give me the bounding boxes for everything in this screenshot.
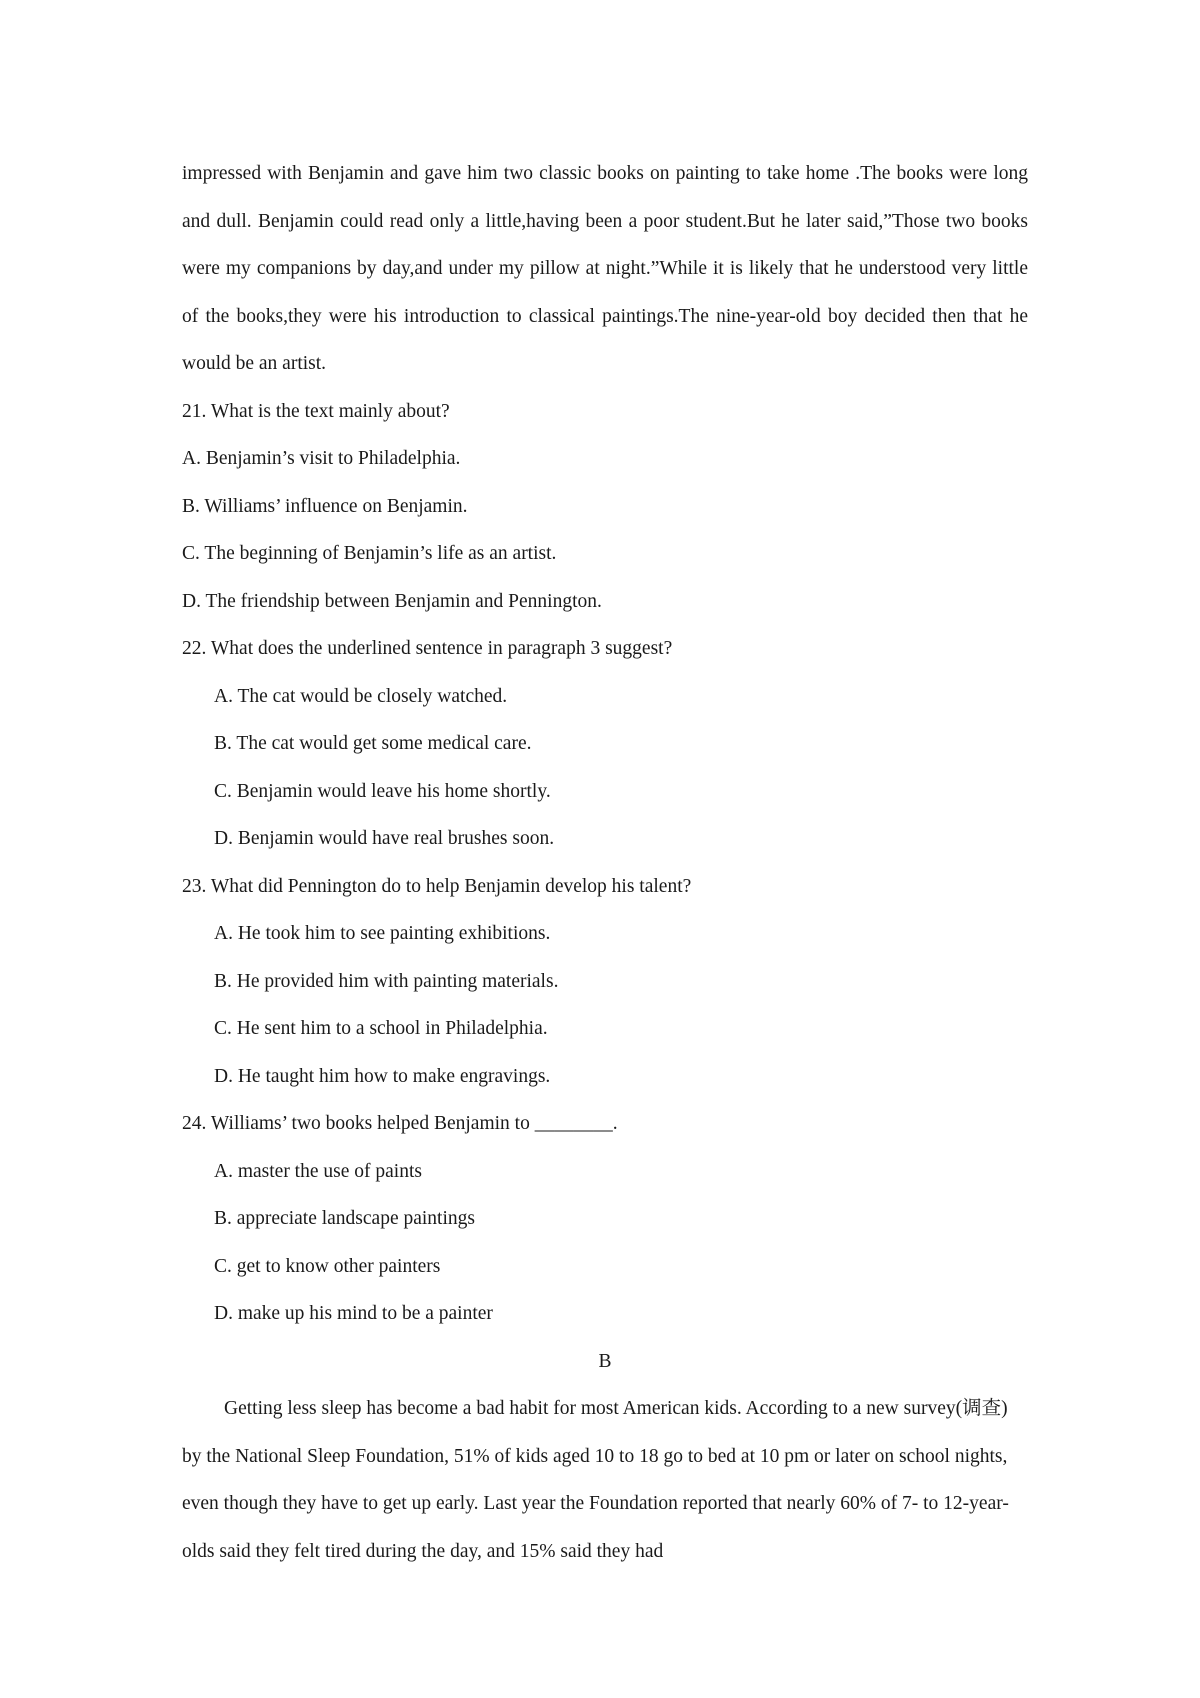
answer-option: C. get to know other painters xyxy=(214,1255,441,1277)
answer-option: A. master the use of paints xyxy=(214,1160,422,1182)
answer-option: B. appreciate landscape paintings xyxy=(214,1208,475,1229)
question-21 xyxy=(182,388,1028,626)
answer-option: A. Benjamin’s visit to Philadelphia. xyxy=(182,448,461,469)
question-23 xyxy=(182,863,1028,1101)
answer-option: C. The beginning of Benjamin’s life as an artist. xyxy=(182,543,557,564)
question-stem: 21. What is the text mainly about? xyxy=(182,400,450,422)
answer-option: B. Williams’ influence on Benjamin. xyxy=(182,495,468,517)
question-stem: 22. What does the underlined sentence in paragraph 3 suggest? xyxy=(182,638,673,659)
answer-option: A. He took him to see painting exhibitions. xyxy=(214,923,551,944)
answer-option: B. The cat would get some medical care. xyxy=(214,733,532,754)
question-24 xyxy=(182,1100,1028,1338)
passage-b-paragraph: Getting less sleep has become a bad habit for most American kids. According to a new survey(调查) by the National Sleep Foundation, 51% of kids aged 10 to 18 go to bed at 10 pm or later on school nights, even though they have to get up early. Last year the Foundation reported that nearly 60% of 7- to 12-year-olds said they felt tired during the day, and 15% said they had xyxy=(182,1398,1009,1562)
answer-option: D. Benjamin would have real brushes soon. xyxy=(214,828,555,849)
answer-option: B. He provided him with painting materials. xyxy=(214,970,559,992)
exam-page xyxy=(182,150,1028,1575)
passage-a-paragraph: impressed with Benjamin and gave him two classic books on painting to take home .The books were long and dull. Benjamin could read only a little,having been a poor student.But he later said,”Those two books were my companions by day,and under my pillow at night.”While it is likely that he understood very little of the books,they were his introduction to classical paintings.The nine-year-old boy decided then that he would be an artist. xyxy=(182,163,1028,374)
section-heading: B xyxy=(598,1350,612,1372)
question-22 xyxy=(182,625,1028,863)
answer-option: A. The cat would be closely watched. xyxy=(214,685,508,707)
question-stem: 24. Williams’ two books helped Benjamin to ________. xyxy=(182,1113,618,1134)
answer-option: C. Benjamin would leave his home shortly. xyxy=(214,780,551,802)
answer-option: D. He taught him how to make engravings. xyxy=(214,1065,551,1087)
question-stem: 23. What did Pennington do to help Benjamin develop his talent? xyxy=(182,875,692,897)
answer-option: D. The friendship between Benjamin and Pennington. xyxy=(182,590,602,612)
answer-option: C. He sent him to a school in Philadelphia. xyxy=(214,1018,548,1039)
answer-option: D. make up his mind to be a painter xyxy=(214,1303,493,1324)
